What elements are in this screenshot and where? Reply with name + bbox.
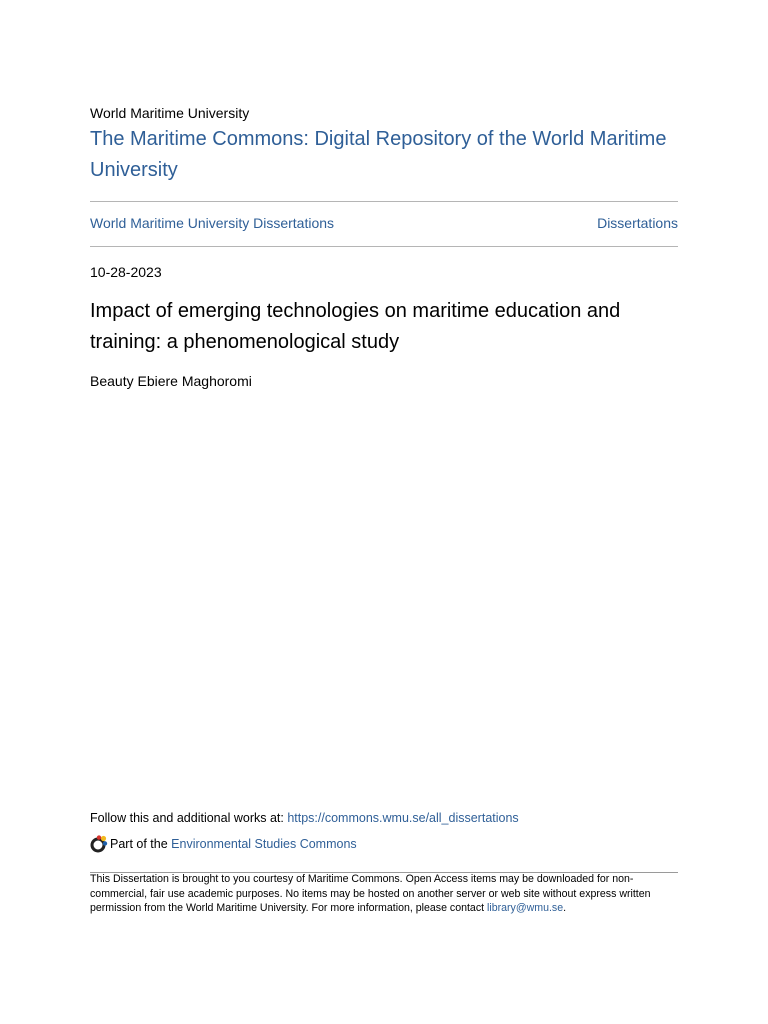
network-commons-icon (90, 835, 108, 853)
institution-name: World Maritime University (90, 105, 250, 121)
publication-date: 10-28-2023 (90, 264, 162, 280)
series-link[interactable]: World Maritime University Dissertations (90, 215, 335, 231)
repository-title-link[interactable]: The Maritime Commons: Digital Repository of the World Maritime University (90, 128, 667, 181)
document-type-link[interactable]: Dissertations (597, 215, 678, 231)
cover-page (90, 0, 678, 1024)
contact-email-link[interactable]: library@wmu.se (487, 902, 564, 914)
divider-bottom (90, 246, 678, 247)
access-notice (90, 872, 678, 916)
notice-end: . (563, 902, 567, 914)
follow-prefix: Follow this and additional works at: (90, 811, 288, 825)
follow-line (90, 810, 519, 827)
author-name: Beauty Ebiere Maghoromi (90, 373, 252, 389)
document-title: Impact of emerging technologies on maritime education and training: a phenomenological study (90, 300, 621, 353)
collection-bar (90, 214, 678, 232)
follow-url-link[interactable]: https://commons.wmu.se/all_dissertations (287, 811, 519, 825)
notice-text: This Dissertation is brought to you courtesy of Maritime Commons. Open Access items may be downloaded for non-commercial, fair use academic purposes. No items may be hosted on another server or web site without express written permission from the World Maritime University. For more information, please contact (90, 873, 651, 914)
divider-top (90, 201, 678, 202)
part-of-prefix: Part of the (110, 837, 172, 851)
part-of-line (90, 834, 357, 854)
discipline-link[interactable]: Environmental Studies Commons (171, 837, 357, 851)
